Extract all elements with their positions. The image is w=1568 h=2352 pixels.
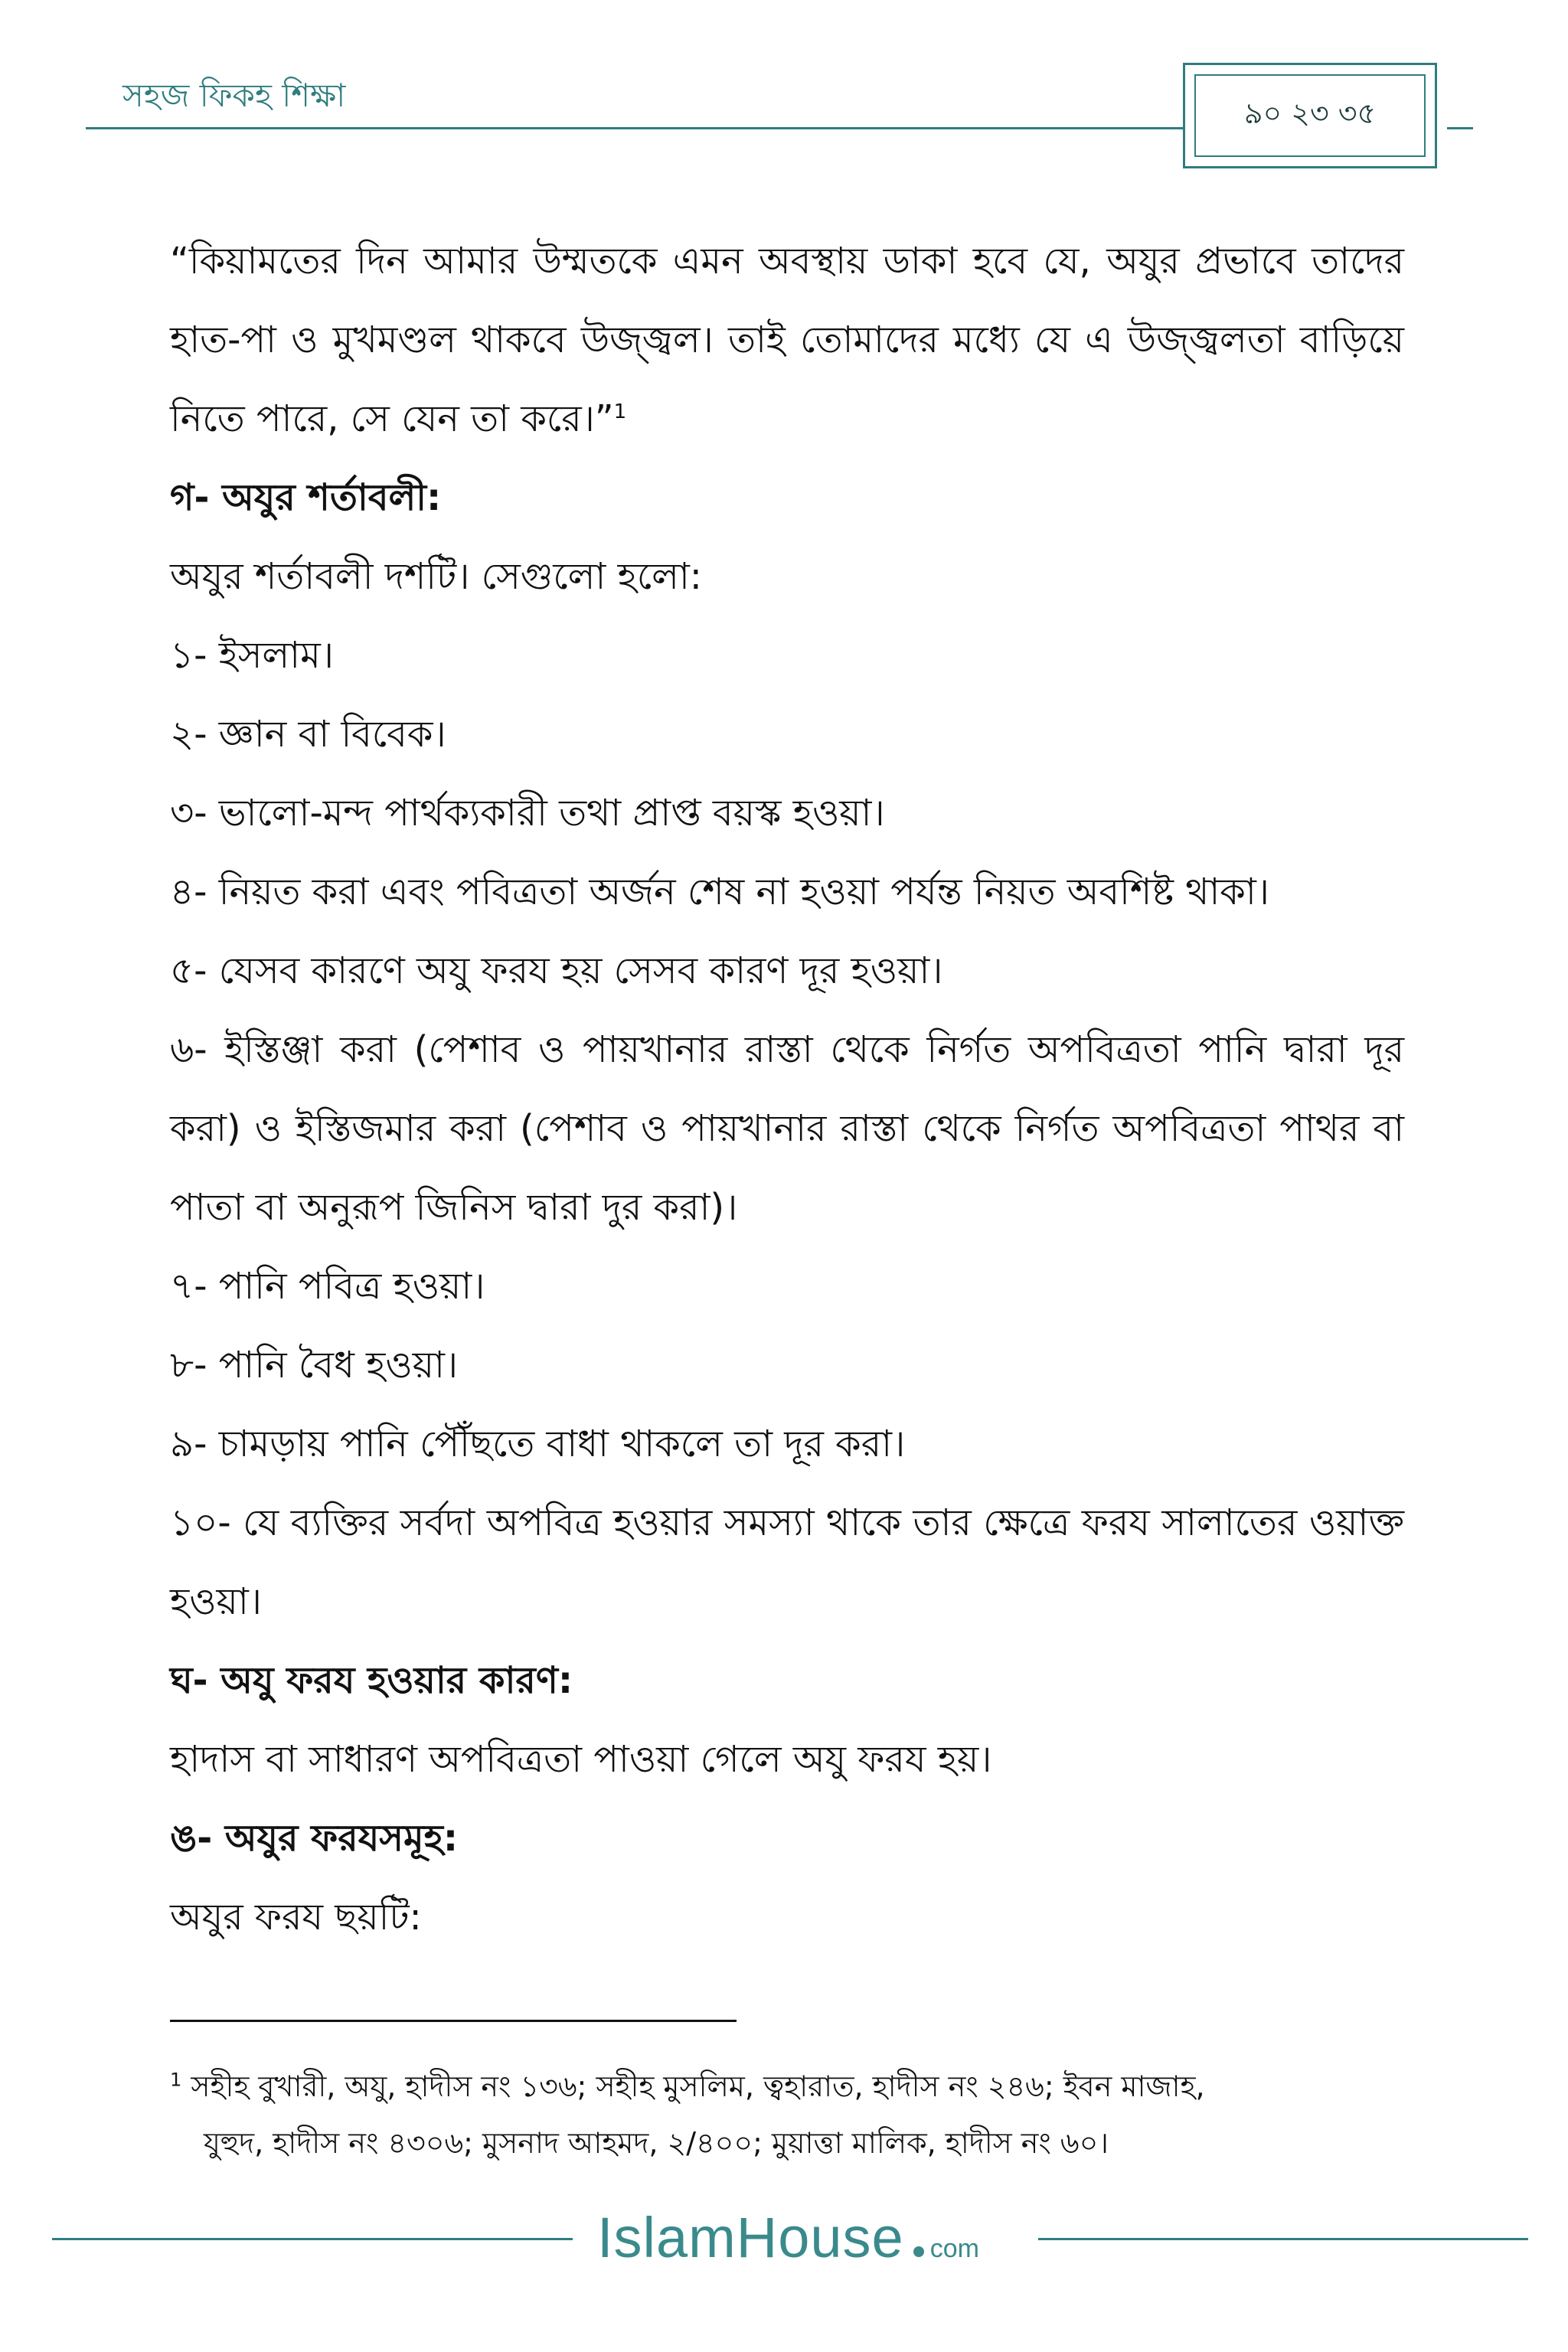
list-item: ৩- ভালো-মন্দ পার্থক্যকারী তথা প্রাপ্ত বয়স্ক হওয়া। bbox=[170, 792, 885, 835]
page-marker-box bbox=[1183, 63, 1437, 168]
hadith-quote-text: “কিয়ামতের দিন আমার উম্মতকে এমন অবস্থায় ডাকা হবে যে, অযুর প্রভাবে তাদের হাত-পা ও মুখমণ্ডল থাকবে উজ্জ্বল। তাই তোমাদের মধ্যে যে এ উজ্জ্বলতা বাড়িয়ে নিতে পারে, সে যেন তা করে।” bbox=[170, 240, 1404, 440]
header-divider-tail bbox=[1447, 127, 1473, 129]
list-item: ৮- পানি বৈধ হওয়া। bbox=[170, 1344, 459, 1387]
section-heading-conditions: গ- অযুর শর্তাবলী: bbox=[170, 476, 442, 519]
list-item: ৯- চামড়ায় পানি পৌঁছতে বাধা থাকলে তা দূর করা। bbox=[170, 1423, 906, 1465]
list-item: ৫- যেসব কারণে অযু ফরয হয় সেসব কারণ দূর হওয়া। bbox=[170, 949, 943, 992]
footnote-reference[interactable]: 1 bbox=[613, 400, 627, 423]
brand-domain: com bbox=[929, 2234, 979, 2263]
brand-name: IslamHouse bbox=[597, 2206, 904, 2269]
list-item: ১০- যে ব্যক্তির সর্বদা অপবিত্র হওয়ার সমস্যা থাকে তার ক্ষেত্রে ফরয সালাতের ওয়াক্ত হওয়া। bbox=[170, 1501, 1404, 1623]
footnote-line-2: যুহুদ, হাদীস নং ৪৩০৬; মুসনাদ আহমদ, ২/৪০০; মুয়াত্তা মালিক, হাদীস নং ৬০। bbox=[204, 2126, 1109, 2160]
footnote-mark: 1 bbox=[170, 2069, 182, 2091]
brand-dot-icon bbox=[913, 2246, 924, 2257]
islamhouse-logo[interactable] bbox=[597, 2205, 1026, 2274]
footer-divider-right bbox=[1038, 2238, 1528, 2240]
obligation-cause-text: হাদাস বা সাধারণ অপবিত্রতা পাওয়া গেলে অযু ফরয হয়। bbox=[170, 1738, 992, 1781]
page-body bbox=[170, 222, 1404, 1957]
footer-divider-left bbox=[52, 2238, 573, 2240]
list-item: ৭- পানি পবিত্র হওয়া। bbox=[170, 1265, 485, 1308]
page-marker: ৯০ ২৩ ৩৫ bbox=[1194, 74, 1426, 157]
list-item: ৬- ইস্তিঞ্জা করা (পেশাব ও পায়খানার রাস্তা থেকে নির্গত অপবিত্রতা পানি দ্বারা দূর করা) ও ইস্তিজমার করা (পেশাব ও পায়খানার রাস্তা থেকে নির্গত অপবিত্রতা পাথর বা পাতা বা অনুরূপ জিনিস দ্বারা দুর করা)। bbox=[170, 1028, 1404, 1229]
header-divider bbox=[86, 127, 1188, 129]
footnote bbox=[170, 2058, 1404, 2171]
list-item: ২- জ্ঞান বা বিবেক। bbox=[170, 713, 446, 756]
footnote-line-1: $^1$ সহীহ বুখারী, অযু, হাদীস নং ১৩৬; সহীহ মুসলিম, ত্বহারাত, হাদীস নং ২৪৬; ইবন মাজাহ, bbox=[170, 2069, 1205, 2103]
list-item: ১- ইসলাম। bbox=[170, 634, 334, 677]
hadith-quote bbox=[170, 222, 1404, 459]
section-heading-obligations: ঙ- অযুর ফরযসমূহ: bbox=[170, 1817, 459, 1860]
conditions-intro: অযুর শর্তাবলী দশটি। সেগুলো হলো: bbox=[170, 555, 702, 598]
running-header-title: সহজ ফিকহ শিক্ষা bbox=[122, 77, 346, 114]
section-heading-obligation-cause: ঘ- অযু ফরয হওয়ার কারণ: bbox=[170, 1659, 573, 1702]
obligations-intro: অযুর ফরয ছয়টি: bbox=[170, 1896, 422, 1939]
footnote-divider bbox=[170, 2020, 737, 2022]
list-item: ৪- নিয়ত করা এবং পবিত্রতা অর্জন শেষ না হওয়া পর্যন্ত নিয়ত অবশিষ্ট থাকা। bbox=[170, 871, 1269, 913]
